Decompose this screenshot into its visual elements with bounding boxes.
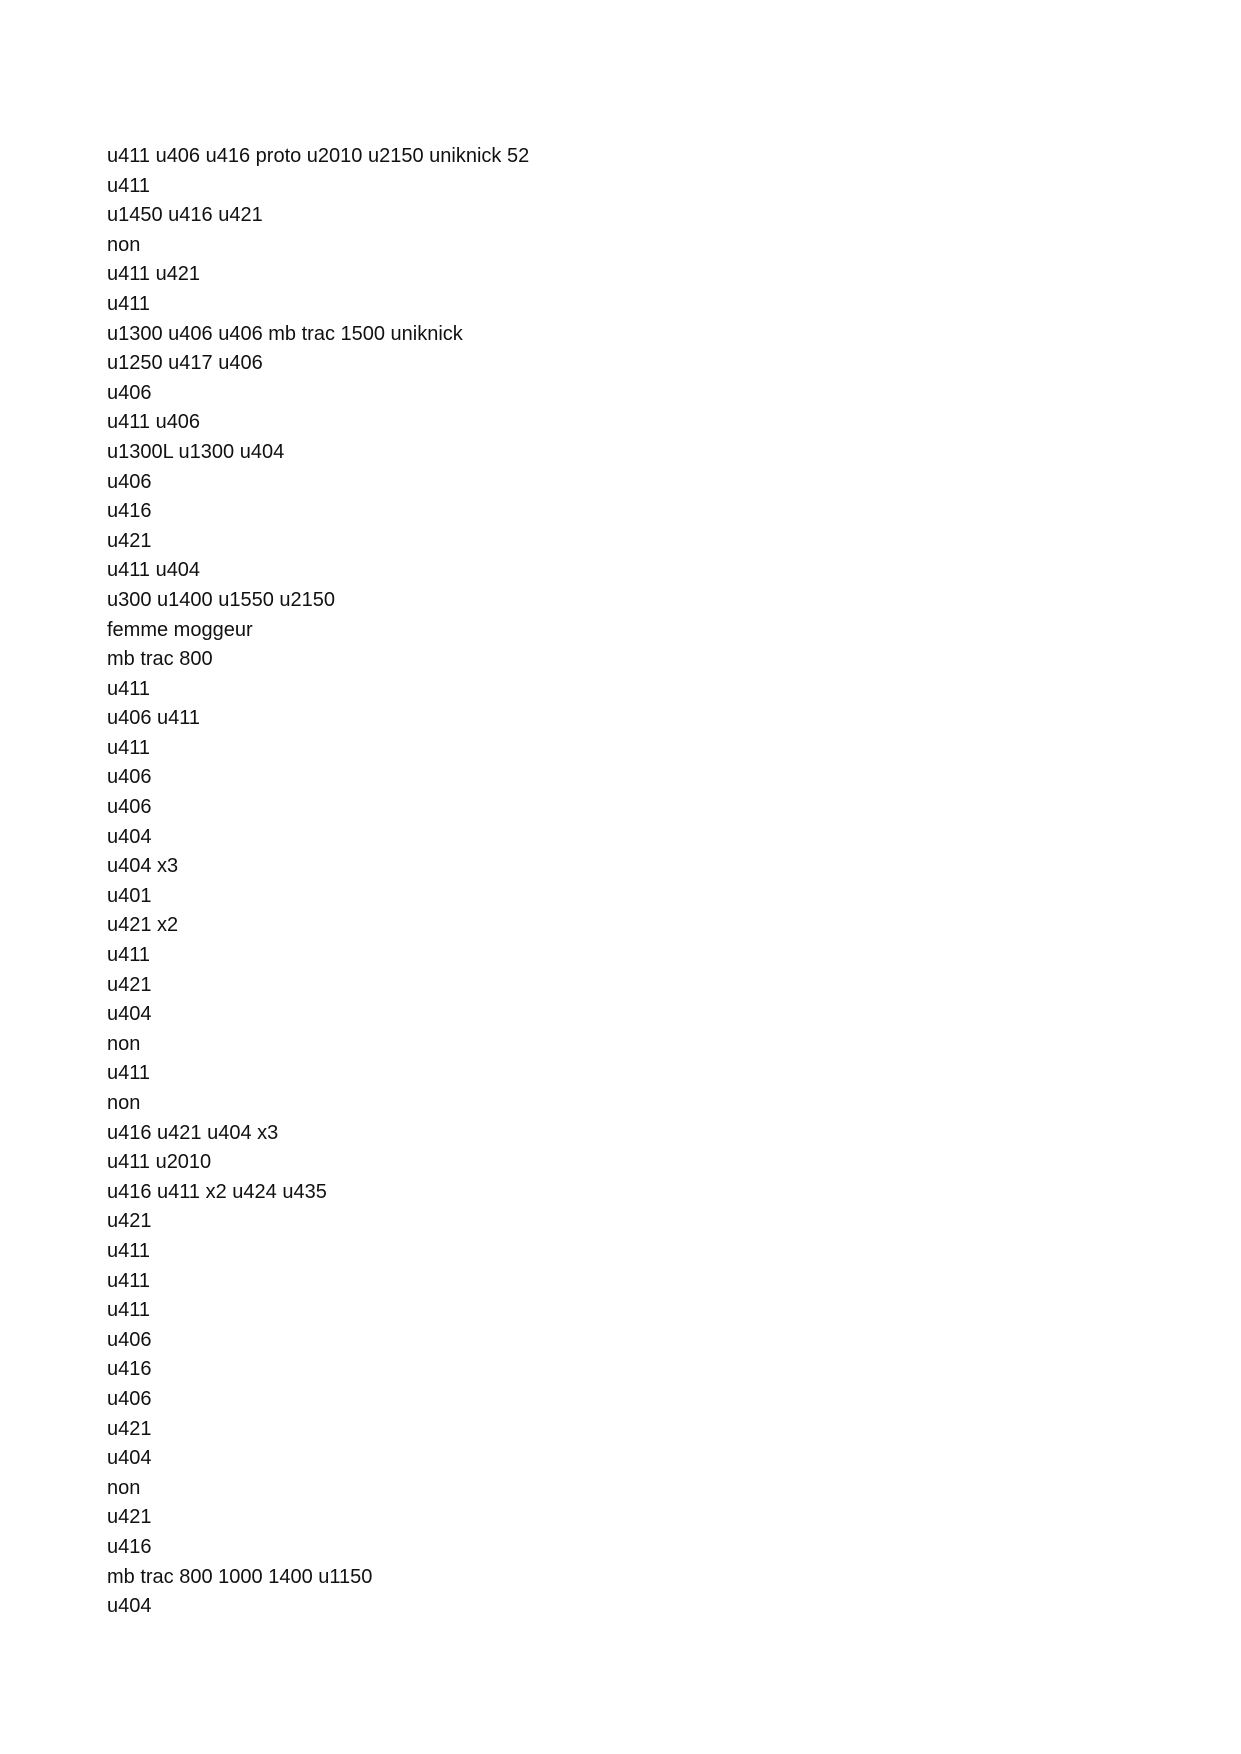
text-line: u421 [107,1506,152,1529]
text-line: u411 u421 [107,263,201,286]
text-line: u406 [107,1387,152,1410]
text-line: u404 [107,1595,152,1618]
text-line: u421 [107,529,152,552]
text-line: u404 [107,825,152,848]
text-line: non [107,233,141,256]
text-line: u421 [107,1210,152,1233]
text-line: u421 [107,1417,152,1440]
text-line: u406 [107,381,152,404]
text-line: u411 [107,174,151,197]
text-line: u411 [107,944,151,967]
text-line: u416 u411 x2 u424 u435 [107,1180,327,1203]
text-line: u416 [107,1535,152,1558]
text-line: u401 [107,884,152,907]
text-line: u411 [107,1269,151,1292]
text-line: non [107,1092,141,1114]
text-line: u411 u2010 [107,1151,212,1174]
text-line: u411 u404 [107,559,201,582]
text-line: u1300L u1300 u404 [107,440,285,463]
text-line: u416 [107,500,152,523]
text-line: u411 [107,736,151,759]
text-line: femme moggeur [107,618,253,641]
text-line: u411 [107,1062,151,1085]
text-line: u421 [107,973,152,996]
text-line: u416 u421 u404 x3 [107,1121,279,1144]
text-line: u1250 u417 u406 [107,352,263,375]
text-lines [107,142,529,1622]
text-line: u406 [107,1328,152,1351]
text-line: u406 [107,796,152,819]
text-line: u411 [107,677,151,700]
text-line: u1450 u416 u421 [107,204,263,227]
text-line: u406 [107,766,152,789]
text-line: u404 [107,1447,152,1470]
text-line: u300 u1400 u1550 u2150 [107,588,336,611]
text-line: mb trac 800 1000 1400 u1150 [107,1565,373,1588]
text-line: u411 [107,292,151,315]
text-line: non [107,1032,141,1055]
text-line: u411 [107,1299,151,1322]
text-line: u404 x3 [107,855,179,878]
text-line: u411 u406 u416 proto u2010 u2150 uniknick 52 [107,145,530,167]
text-line: u411 [107,1239,151,1262]
text-line: u404 [107,1003,152,1026]
text-line: u411 u406 [107,411,201,434]
text-line: u421 x2 [107,914,179,937]
text-line: u416 [107,1358,152,1381]
text-line: u406 [107,470,152,493]
text-line: u406 u411 [107,707,201,730]
text-line: non [107,1476,141,1499]
text-line: mb trac 800 [107,648,213,671]
text-line: u1300 u406 u406 mb trac 1500 uniknick [107,322,463,345]
